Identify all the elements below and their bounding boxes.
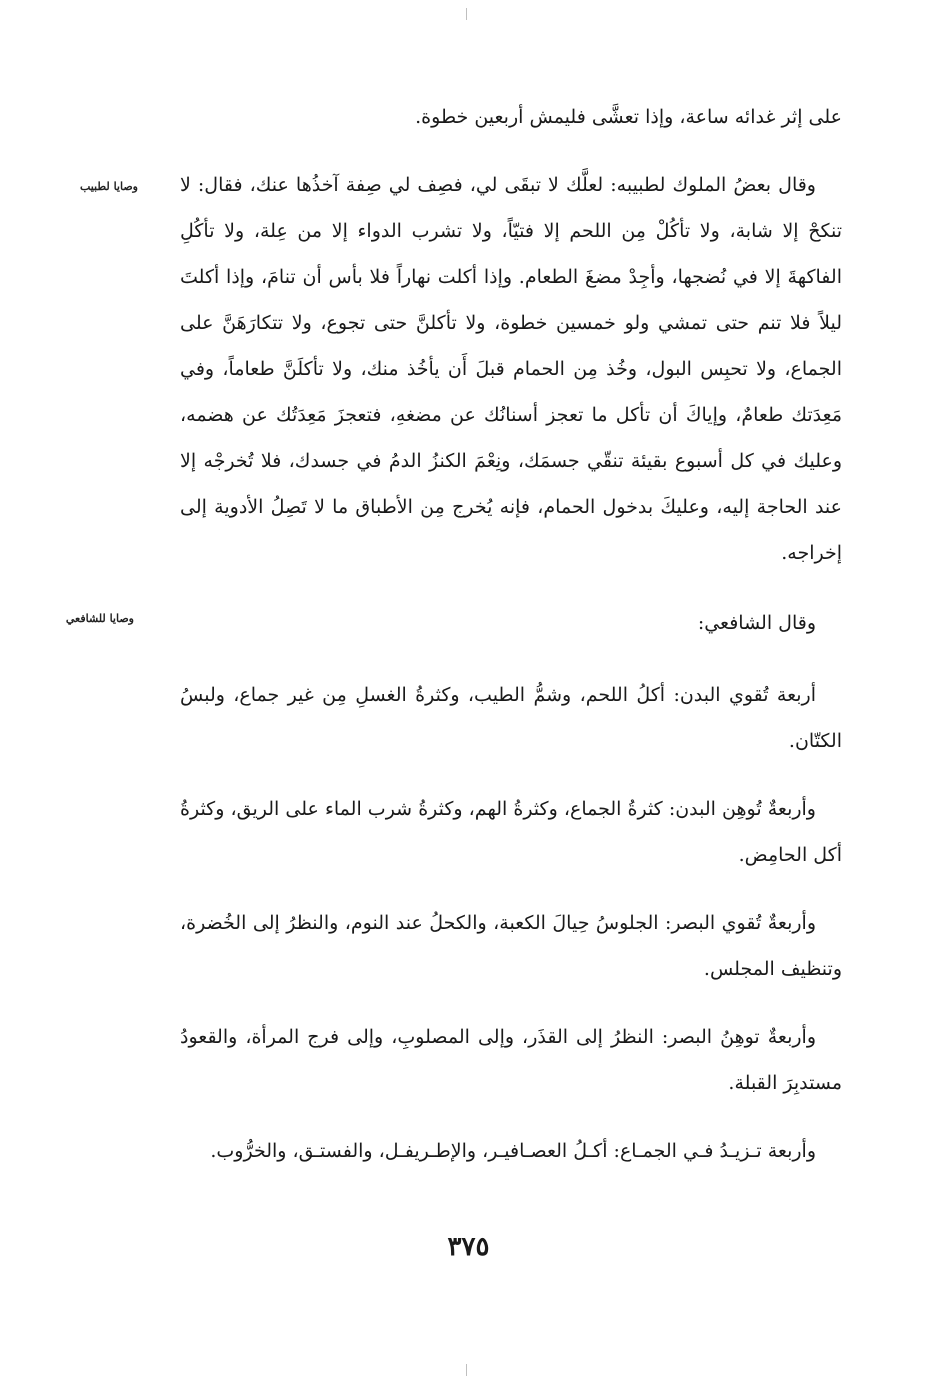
paragraph-weaken-body: وأربعةٌ تُوهِن البدن: كثرةُ الجماع، وكثرةُ الهم، وكثرةُ شرب الماء على الريق، وكثرةُ أكل الحامِض. (180, 798, 842, 866)
side-note-physician-advice: وصايا لطبيب (79, 180, 138, 193)
paragraph-strengthen-sight: وأربعةٌ تُقوي البصر: الجلوسُ حِيالَ الكعبة، والكحلُ عند النوم، والنظرُ إلى الخُضرة، وتنظيف المجلس. (180, 912, 842, 980)
paragraph-shafii-intro: وقال الشافعي: (697, 612, 816, 634)
crop-mark-bottom (466, 1364, 467, 1376)
paragraph-increase-intercourse: وأربعة تـزيـدُ فـي الجمـاع: أكـلُ العصـافيـر، والإطـريفـل، والفستـق، والخرُّوب. (210, 1140, 816, 1162)
paragraph-strengthen-body: أربعة تُقوي البدن: أكلُ اللحم، وشمُّ الطيب، وكثرةُ الغسلِ مِن غير جماع، ولبسُ الكتّان. (180, 684, 842, 752)
paragraph-continuation: على إثر غدائه ساعة، وإذا تعشَّى فليمش أربعين خطوة. (415, 106, 842, 128)
crop-mark-top (466, 8, 467, 20)
paragraph-king-physician: وقال بعضُ الملوك لطبيبه: لعلَّك لا تبقَى لي، فصِف لي صِفة آخذُها عنك، فقال: لا تنكحْ إلا شابة، ولا تأكُلْ مِن اللحم إلا فتيّاً، ولا تشرب الدواء إلا من عِلة، ولا تأكُلِ الفاكهةَ إلا في نُضجها، وأجِدْ مضغَ الطعام. وإذا أكلت نهاراً فلا بأس أن تنامَ، وإذا أكلتَ ليلاً فلا تنم حتى تمشي ولو خمسين خطوة، ولا تأكلنَّ حتى تجوع، ولا تتكارَهَنَّ على الجماع، ولا تحبِس البول، وخُذ مِن الحمام قبلَ أَن يأخُذ منك، ولا تأكلَنَّ طعاماً، وفي مَعِدَتك طعامٌ، وإياكَ أن تأكل ما تعجز أسنانُك عن مضغهِ، فتعجزَ مَعِدَتُك عن هضمه، وعليك في كل أسبوع بقيئة تنقّي جسمَك، ونِعْمَ الكنزُ الدمُ في جسدك، فلا تُخرجْه إلا عند الحاجة إليه، وعليكَ بدخول الحمام، فإنه يُخرج مِن الأطباق ما لا تَصِلُ الأدوية إلى إخراجه. (180, 174, 842, 564)
side-note-shafii-advice: وصايا للشافعي (65, 612, 134, 625)
paragraph-weaken-sight: وأربعةٌ توهِنُ البصر: النظرُ إلى القذَر، وإلى المصلوبِ، وإلى فرج المرأة، والقعودُ مستدبِرَ القبلة. (180, 1026, 842, 1094)
page-number: ٣٧٥ (447, 1232, 490, 1262)
